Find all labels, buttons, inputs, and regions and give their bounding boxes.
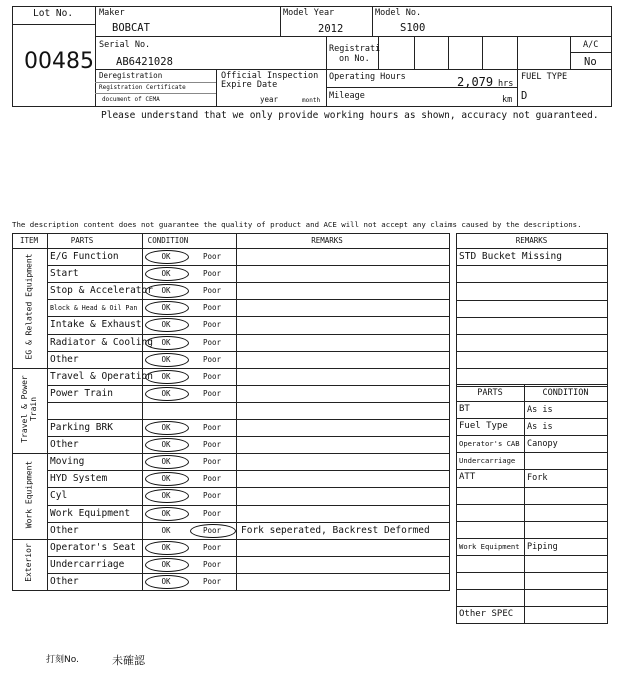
part-name: Undercarriage — [50, 558, 125, 570]
maker-value: BOBCAT — [112, 22, 150, 34]
op-hours-label: Operating Hours — [329, 72, 406, 82]
part-name: Stop & Accelerator — [50, 285, 153, 297]
rule — [12, 248, 450, 249]
spec-condition-value: Fork — [527, 473, 548, 484]
rule — [47, 505, 450, 506]
rule — [12, 233, 450, 234]
ok-option: OK — [161, 491, 171, 501]
month-label: month — [302, 97, 321, 104]
rule — [456, 538, 608, 539]
ok-option: OK — [161, 354, 171, 364]
poor-option: Poor — [202, 423, 222, 432]
spec-condition-value: Canopy — [527, 439, 558, 450]
model-no-value: S100 — [400, 22, 426, 34]
spec-condition-value: As is — [527, 422, 553, 433]
ok-option: OK — [161, 559, 171, 569]
poor-option: Poor — [202, 286, 222, 296]
part-name: Work Equipment — [50, 507, 131, 519]
ok-circle-mark — [145, 541, 189, 555]
rule — [47, 299, 450, 300]
group-label: EG & Related Equipment — [24, 253, 34, 360]
ok-circle-mark — [145, 472, 189, 486]
description-note: The description content does not guarantee the quality of product and ACE will not accept any claims caused by the descriptions. — [12, 220, 582, 229]
rule — [47, 436, 450, 437]
rule — [456, 555, 608, 556]
group-label: Travel & Power Train — [20, 375, 38, 444]
part-name: Power Train — [50, 387, 113, 399]
ok-circle-mark — [145, 284, 189, 298]
spec-part-name: Other SPEC — [459, 609, 514, 620]
poor-option: Poor — [202, 371, 222, 381]
rule — [47, 233, 48, 591]
rule — [607, 233, 608, 387]
inspection-label: Official Inspection — [221, 71, 319, 81]
rule — [12, 590, 450, 591]
rule — [456, 469, 608, 470]
ok-circle-mark — [145, 558, 189, 572]
ok-circle-mark — [145, 455, 189, 469]
rule — [47, 522, 450, 523]
rule — [456, 300, 608, 301]
ok-option: OK — [161, 303, 171, 313]
ac-value: No — [584, 56, 597, 68]
group-label: Exterior — [24, 543, 34, 583]
spec-condition-value: Piping — [527, 541, 558, 552]
rule — [12, 453, 450, 454]
ok-option: OK — [161, 440, 171, 450]
ok-circle-mark — [145, 438, 189, 452]
rule — [47, 265, 450, 266]
rule — [456, 351, 608, 352]
rule — [47, 351, 450, 352]
part-name: Radiator & Cooling — [50, 336, 153, 348]
part-name: HYD System — [50, 473, 108, 485]
rule — [456, 572, 608, 573]
spec-part-name: ATT — [459, 472, 476, 483]
ok-option: OK — [161, 286, 171, 296]
model-year-value: 2012 — [318, 23, 344, 35]
ok-circle-mark — [145, 507, 189, 521]
ok-option: OK — [161, 269, 171, 279]
dereg-label: Deregistration — [99, 71, 163, 80]
part-name: Parking BRK — [50, 422, 113, 433]
spec-part-name: Fuel Type — [459, 421, 508, 432]
rule — [47, 556, 450, 557]
rule — [449, 233, 450, 591]
fuel-type-value: D — [521, 90, 528, 102]
rule — [456, 265, 608, 266]
ac-label: A/C — [583, 40, 599, 50]
part-name: Operator's Seat — [50, 541, 136, 553]
rule — [456, 248, 608, 249]
ok-option: OK — [161, 542, 171, 552]
rule — [456, 452, 608, 453]
rule — [456, 233, 608, 234]
right-remark-text: STD Bucket Missing — [459, 251, 562, 262]
ok-option: OK — [161, 508, 171, 518]
rule — [456, 623, 608, 624]
poor-option: Poor — [202, 491, 222, 501]
poor-option: Poor — [202, 388, 222, 398]
part-name: Intake & Exhaust — [50, 319, 142, 331]
rule — [12, 539, 450, 540]
ok-circle-mark — [145, 336, 189, 350]
part-name: E/G Function — [50, 251, 119, 262]
ok-circle-mark — [145, 370, 189, 384]
ok-option: OK — [161, 576, 171, 586]
year-label: year — [260, 95, 279, 104]
rule — [47, 487, 450, 488]
ok-option: OK — [161, 525, 171, 535]
rule — [47, 402, 450, 403]
ok-option: OK — [161, 423, 171, 432]
rule — [456, 282, 608, 283]
registration-label: Registrati — [329, 44, 381, 54]
spec-part-name: Work Equipment — [459, 541, 520, 551]
poor-option: Poor — [202, 440, 222, 450]
rule — [456, 504, 608, 505]
rule — [456, 334, 608, 335]
ok-circle-mark — [145, 250, 189, 264]
poor-option: Poor — [202, 525, 222, 535]
condition-header: CONDITION — [147, 236, 189, 245]
parts-header: PARTS — [70, 236, 94, 245]
fuel-type-label: FUEL TYPE — [521, 72, 568, 82]
ok-option: OK — [161, 320, 171, 330]
spec-condition-value: As is — [527, 405, 553, 415]
serial-label: Serial No. — [99, 40, 151, 50]
poor-option: Poor — [202, 542, 222, 552]
ok-circle-mark — [145, 301, 189, 315]
part-name: Moving — [50, 456, 85, 468]
poor-option: Poor — [202, 252, 222, 261]
ok-option: OK — [161, 252, 171, 261]
ok-circle-mark — [145, 421, 189, 435]
ok-option: OK — [161, 388, 171, 398]
remarks-header: REMARKS — [311, 236, 343, 245]
ok-circle-mark — [145, 318, 189, 332]
part-name: Block & Head & Oil Pan — [50, 304, 138, 313]
spec-condition-header: CONDITION — [542, 388, 589, 398]
km-label: km — [502, 95, 513, 105]
cema-label: document of CEMA — [102, 96, 160, 103]
ok-circle-mark — [145, 353, 189, 367]
mileage-label: Mileage — [329, 91, 365, 101]
part-name: Other — [50, 524, 79, 536]
remark-text: Fork seperated, Backrest Deformed — [241, 524, 430, 536]
rule — [47, 282, 450, 283]
ok-option: OK — [161, 371, 171, 381]
reg-cert-label: Registration Certificate — [99, 84, 186, 91]
rule — [456, 487, 608, 488]
rule — [456, 384, 608, 385]
rule — [12, 368, 450, 369]
op-hours-value: 2,079 — [457, 75, 494, 89]
rule — [456, 435, 608, 436]
serial-value: AB6421028 — [116, 56, 173, 68]
rule — [47, 385, 450, 386]
rule — [456, 386, 608, 387]
ok-circle-mark — [145, 387, 189, 401]
rule — [47, 573, 450, 574]
part-name: Other — [50, 353, 79, 365]
poor-option: Poor — [202, 320, 222, 330]
ok-circle-mark — [145, 575, 189, 589]
disclaimer: Please understand that we only provide working hours as shown, accuracy not guaranteed. — [101, 110, 599, 121]
rule — [456, 368, 608, 369]
spec-part-name: Operator's CAB — [459, 439, 520, 449]
lot-label: Lot No. — [33, 8, 74, 19]
spec-part-name: Undercarriage — [459, 456, 516, 466]
rule — [456, 401, 608, 402]
rule — [12, 233, 13, 591]
rule — [456, 317, 608, 318]
poor-option: Poor — [202, 474, 222, 484]
poor-option: Poor — [202, 303, 222, 313]
ok-option: OK — [161, 457, 171, 467]
rule — [236, 233, 237, 591]
right-remarks-header: REMARKS — [515, 236, 548, 245]
group-label: Work Equipment — [24, 460, 34, 529]
part-name: Other — [50, 575, 79, 587]
stamp-value: 未確認 — [112, 654, 145, 667]
model-no-label: Model No. — [375, 8, 422, 18]
poor-option: Poor — [202, 508, 222, 518]
hrs-label: hrs — [498, 79, 514, 89]
part-name: Other — [50, 439, 79, 451]
rule — [47, 334, 450, 335]
rule — [456, 233, 457, 387]
rule — [456, 606, 608, 607]
poor-option: Poor — [202, 457, 222, 467]
rule — [47, 316, 450, 317]
spec-part-name: BT — [459, 404, 470, 414]
item-header: ITEM — [19, 236, 39, 245]
rule — [456, 521, 608, 522]
poor-option: Poor — [202, 337, 222, 347]
rule — [47, 419, 450, 420]
lot-number: 00485 — [24, 49, 94, 74]
rule — [456, 418, 608, 419]
inspection-label-2: Expire Date — [221, 80, 278, 90]
rule — [47, 470, 450, 471]
poor-option: Poor — [202, 269, 222, 279]
spec-parts-header: PARTS — [477, 388, 503, 398]
poor-option: Poor — [202, 576, 222, 586]
part-name: Start — [50, 268, 79, 280]
ok-option: OK — [161, 474, 171, 484]
ok-option: OK — [161, 337, 171, 347]
ok-circle-mark — [145, 489, 189, 503]
stamp-label: 打刻No. — [46, 655, 79, 665]
part-name: Cyl — [50, 490, 68, 502]
poor-option: Poor — [202, 354, 222, 364]
model-year-label: Model Year — [283, 8, 335, 18]
ok-circle-mark — [145, 267, 189, 281]
poor-option: Poor — [202, 559, 222, 569]
poor-circle-mark — [190, 524, 236, 538]
rule — [456, 589, 608, 590]
part-name: Travel & Operation — [50, 370, 153, 382]
maker-label: Maker — [99, 8, 125, 18]
registration-label-2: on No. — [339, 54, 370, 64]
